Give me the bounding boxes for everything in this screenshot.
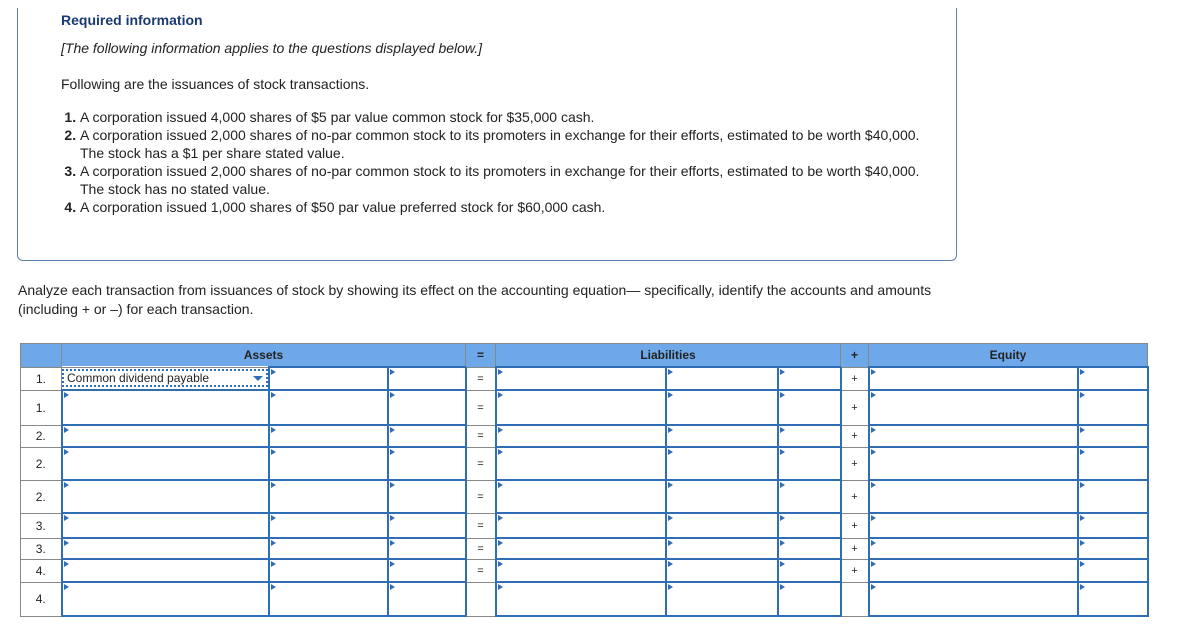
assets-amount-input[interactable]: [388, 559, 466, 582]
row-number: 3.: [21, 513, 62, 538]
equity-account-input[interactable]: [869, 582, 1078, 616]
liabilities-account-input[interactable]: [496, 425, 666, 447]
header-liabilities: Liabilities: [496, 344, 841, 368]
assets-amount-input[interactable]: [388, 390, 466, 425]
table-row: [21, 480, 1148, 513]
account-dropdown[interactable]: [62, 369, 268, 387]
row-number: 2.: [21, 447, 62, 480]
liabilities-amount-input[interactable]: [666, 513, 778, 538]
liabilities-account-input[interactable]: [496, 513, 666, 538]
equity-account-input[interactable]: [869, 390, 1078, 425]
table-row: [21, 367, 1148, 390]
liabilities-amount-input[interactable]: [778, 559, 841, 582]
liabilities-account-input[interactable]: [496, 559, 666, 582]
assets-account-select[interactable]: [62, 367, 269, 390]
equals-sign: [466, 582, 496, 616]
assets-amount-input[interactable]: [388, 425, 466, 447]
liabilities-amount-input[interactable]: [778, 367, 841, 390]
assets-account-input[interactable]: [62, 513, 269, 538]
row-number: 2.: [21, 480, 62, 513]
assets-amount-input[interactable]: [388, 582, 466, 616]
plus-sign: +: [841, 513, 869, 538]
equals-sign: =: [466, 513, 496, 538]
selected-account: Common dividend payable: [67, 371, 210, 386]
liabilities-account-input[interactable]: [496, 390, 666, 425]
chevron-down-icon[interactable]: [253, 376, 263, 381]
equity-account-input[interactable]: [869, 559, 1078, 582]
assets-amount-input[interactable]: [388, 447, 466, 480]
table-row: [21, 425, 1148, 447]
assets-amount-input[interactable]: [269, 559, 388, 582]
equity-amount-input[interactable]: [1078, 538, 1148, 559]
equity-amount-input[interactable]: [1078, 513, 1148, 538]
assets-account-input[interactable]: [62, 390, 269, 425]
transaction-list: [58, 108, 920, 216]
accounting-equation-table: [20, 343, 1149, 617]
table-row: [21, 447, 1148, 480]
assets-amount-input[interactable]: [269, 390, 388, 425]
assets-account-input[interactable]: [62, 582, 269, 616]
row-number: 1.: [21, 367, 62, 390]
liabilities-amount-input[interactable]: [778, 582, 841, 616]
equity-amount-input[interactable]: [1078, 559, 1148, 582]
liabilities-amount-input[interactable]: [666, 367, 778, 390]
header-equity: Equity: [869, 344, 1148, 368]
assets-amount-input[interactable]: [269, 425, 388, 447]
liabilities-amount-input[interactable]: [666, 538, 778, 559]
required-info-heading: Required information: [61, 12, 203, 28]
liabilities-amount-input[interactable]: [666, 480, 778, 513]
liabilities-amount-input[interactable]: [666, 425, 778, 447]
assets-account-input[interactable]: [62, 480, 269, 513]
equity-amount-input[interactable]: [1078, 447, 1148, 480]
liabilities-account-input[interactable]: [496, 480, 666, 513]
equity-amount-input[interactable]: [1078, 390, 1148, 425]
table-row: [21, 513, 1148, 538]
liabilities-amount-input[interactable]: [778, 480, 841, 513]
plus-sign: +: [841, 367, 869, 390]
assets-amount-input[interactable]: [269, 582, 388, 616]
equity-account-input[interactable]: [869, 480, 1078, 513]
header-assets: Assets: [62, 344, 466, 368]
liabilities-amount-input[interactable]: [778, 447, 841, 480]
row-number: 4.: [21, 582, 62, 616]
equals-sign: =: [466, 480, 496, 513]
equity-account-input[interactable]: [869, 425, 1078, 447]
info-note: [The following information applies to the questions displayed below.]: [61, 40, 483, 56]
transaction-item: 3. A corporation issued 2,000 shares of no-par common stock to its promoters in exchange for their efforts, estimated to be worth $40,000. The stock has no stated value.: [80, 162, 920, 198]
liabilities-amount-input[interactable]: [778, 538, 841, 559]
equity-account-input[interactable]: [869, 538, 1078, 559]
liabilities-amount-input[interactable]: [778, 425, 841, 447]
row-number: 4.: [21, 559, 62, 582]
assets-amount-input[interactable]: [269, 367, 388, 390]
liabilities-amount-input[interactable]: [666, 390, 778, 425]
liabilities-amount-input[interactable]: [778, 513, 841, 538]
assets-amount-input[interactable]: [388, 367, 466, 390]
liabilities-account-input[interactable]: [496, 582, 666, 616]
liabilities-account-input[interactable]: [496, 367, 666, 390]
equals-sign: =: [466, 425, 496, 447]
plus-sign: +: [841, 480, 869, 513]
equals-sign: =: [466, 367, 496, 390]
assets-amount-input[interactable]: [388, 513, 466, 538]
assets-account-input[interactable]: [62, 559, 269, 582]
equals-sign: =: [466, 447, 496, 480]
equity-account-input[interactable]: [869, 367, 1078, 390]
transaction-item: 2. A corporation issued 2,000 shares of no-par common stock to its promoters in exchange for their efforts, estimated to be worth $40,000. The stock has a $1 per share stated value.: [80, 126, 920, 162]
plus-sign: +: [841, 447, 869, 480]
assets-amount-input[interactable]: [269, 447, 388, 480]
equity-account-input[interactable]: [869, 447, 1078, 480]
assets-amount-input[interactable]: [269, 538, 388, 559]
info-intro: Following are the issuances of stock transactions.: [61, 76, 370, 92]
liabilities-amount-input[interactable]: [778, 390, 841, 425]
assets-amount-input[interactable]: [388, 538, 466, 559]
header-blank: [21, 344, 62, 368]
row-number: 3.: [21, 538, 62, 559]
table-row: [21, 390, 1148, 425]
row-number: 1.: [21, 390, 62, 425]
assets-amount-input[interactable]: [388, 480, 466, 513]
header-equals: =: [466, 344, 496, 368]
liabilities-amount-input[interactable]: [666, 447, 778, 480]
liabilities-account-input[interactable]: [496, 447, 666, 480]
transaction-item: 4. A corporation issued 1,000 shares of $50 par value preferred stock for $60,000 cash.: [80, 198, 920, 216]
assets-account-input[interactable]: [62, 447, 269, 480]
plus-sign: +: [841, 559, 869, 582]
instructions: Analyze each transaction from issuances of stock by showing its effect on the accounting equation— specifically, identify the accounts and amounts (including + or –) for each transaction.: [18, 282, 932, 317]
row-number: 2.: [21, 425, 62, 447]
assets-account-input[interactable]: [62, 538, 269, 559]
plus-sign: +: [841, 390, 869, 425]
assets-amount-input[interactable]: [269, 480, 388, 513]
liabilities-account-input[interactable]: [496, 538, 666, 559]
equals-sign: =: [466, 390, 496, 425]
equity-amount-input[interactable]: [1078, 425, 1148, 447]
plus-sign: +: [841, 538, 869, 559]
table-row: [21, 559, 1148, 582]
equals-sign: =: [466, 538, 496, 559]
header-plus: +: [841, 344, 869, 368]
equity-amount-input[interactable]: [1078, 480, 1148, 513]
table-row: [21, 538, 1148, 559]
plus-sign: [841, 582, 869, 616]
assets-amount-input[interactable]: [269, 513, 388, 538]
equity-amount-input[interactable]: [1078, 367, 1148, 390]
equity-account-input[interactable]: [869, 513, 1078, 538]
transaction-item: 1. A corporation issued 4,000 shares of $5 par value common stock for $35,000 cash.: [80, 108, 920, 126]
equals-sign: =: [466, 559, 496, 582]
equity-amount-input[interactable]: [1078, 582, 1148, 616]
assets-account-input[interactable]: [62, 425, 269, 447]
table-row: [21, 582, 1148, 616]
plus-sign: +: [841, 425, 869, 447]
liabilities-amount-input[interactable]: [666, 559, 778, 582]
liabilities-amount-input[interactable]: [666, 582, 778, 616]
